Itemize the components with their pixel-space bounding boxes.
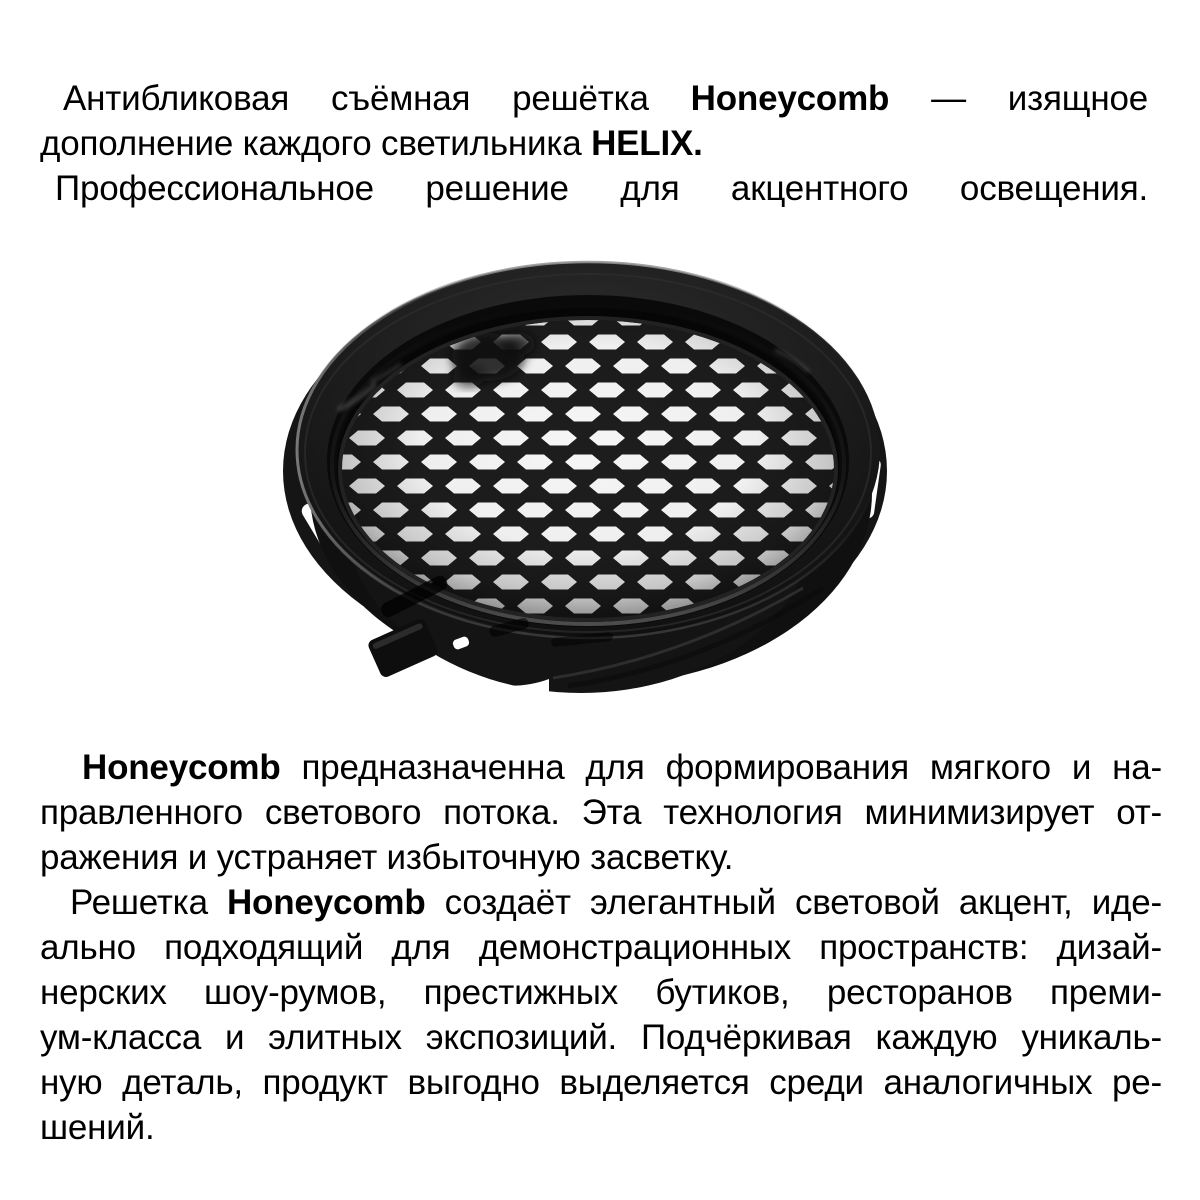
text-segment: Антибликовая съёмная решётка xyxy=(63,79,691,118)
text-segment: шений. xyxy=(40,1108,155,1147)
header-text xyxy=(40,76,1148,211)
text-line xyxy=(40,790,1162,835)
text-segment: нерских шоу-румов, престижных бутиков, ресторанов преми- xyxy=(40,973,1162,1012)
text-line xyxy=(40,1060,1162,1105)
text-line xyxy=(40,925,1162,970)
product-photo xyxy=(283,258,895,703)
text-segment: Honeycomb xyxy=(226,883,426,922)
text-segment: Решетка xyxy=(70,883,227,922)
text-line xyxy=(40,835,1162,880)
text-segment: дополнение каждого светильника xyxy=(40,124,592,163)
text-line xyxy=(40,970,1162,1015)
paragraph-2 xyxy=(40,880,1162,1150)
honeycomb-grid-photo xyxy=(283,258,895,703)
text-segment: ально подходящий для демонстрационных пространств: дизай- xyxy=(40,928,1162,967)
text-segment: — изящное xyxy=(889,79,1148,118)
paragraph-1 xyxy=(40,745,1162,880)
text-segment: ражения и устраняет избыточную засветку. xyxy=(40,838,734,877)
text-line xyxy=(40,1105,1162,1150)
text-line xyxy=(40,76,1148,121)
text-segment: предназначенна для формирования мягкого и на- xyxy=(280,748,1162,787)
text-line xyxy=(40,166,1148,211)
body-text xyxy=(40,745,1162,1150)
text-line xyxy=(40,121,1148,166)
text-segment: правленного светового потока. Эта технология минимизирует от- xyxy=(40,793,1162,832)
text-segment: Honeycomb xyxy=(82,748,281,787)
text-line xyxy=(40,745,1162,790)
text-segment: ную деталь, продукт выгодно выделяется среди аналогичных ре- xyxy=(40,1063,1162,1102)
text-segment: HELIX. xyxy=(591,124,703,163)
text-segment: ум-класса и элитных экспозиций. Подчёркивая каждую уникаль- xyxy=(40,1018,1162,1057)
text-line xyxy=(40,1015,1162,1060)
text-segment: Honeycomb xyxy=(690,79,890,118)
text-line xyxy=(40,880,1162,925)
text-segment: создаёт элегантный световой акцент, иде- xyxy=(425,883,1162,922)
text-segment: Профессиональное решение для акцентного освещения. xyxy=(55,169,1148,208)
